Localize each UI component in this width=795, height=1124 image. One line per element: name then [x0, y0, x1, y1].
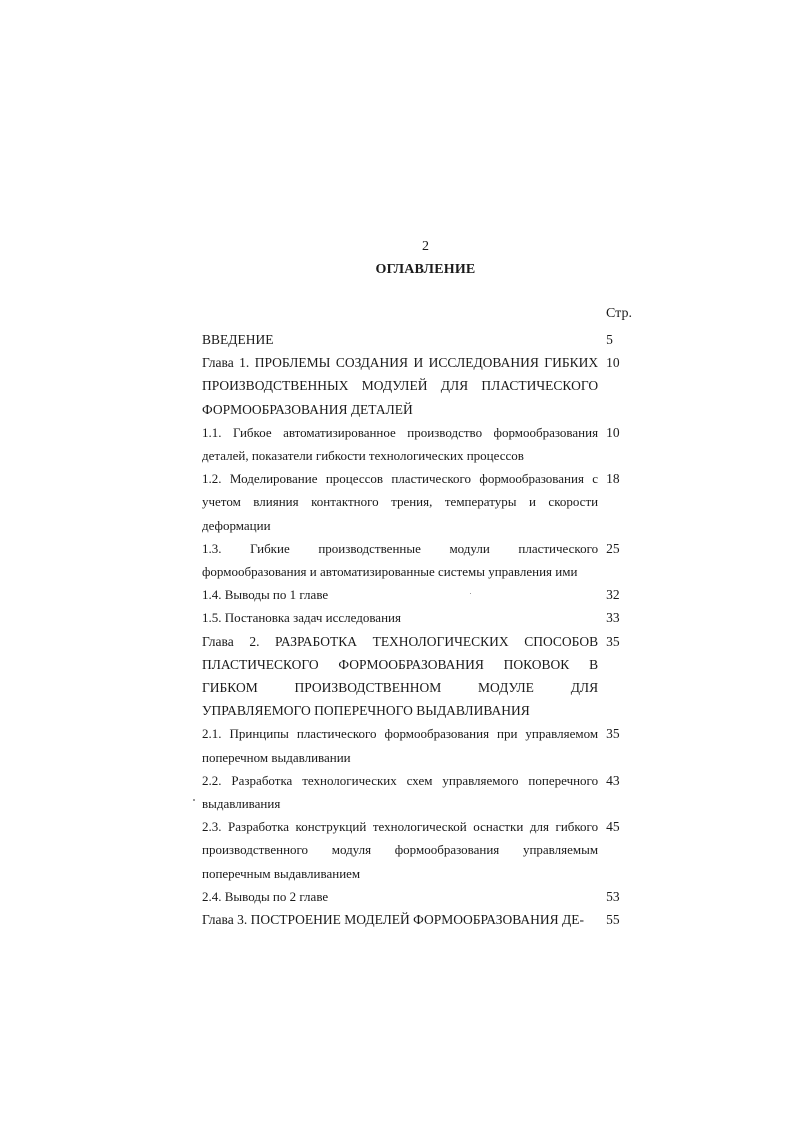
toc-entry-section-2-1: [202, 722, 642, 768]
toc-entry-text: Глава 2. РАЗРАБОТКА ТЕХНОЛОГИЧЕСКИХ СПОСОБОВ ПЛАСТИЧЕСКОГО ФОРМООБРАЗОВАНИЯ ПОКОВОК В ГИБКОМ ПРОИЗВОДСТВЕННОМ МОДУЛЕ ДЛЯ УПРАВЛЯЕМОГО ПОПЕРЕЧНОГО ВЫДАВЛИВАНИЯ: [202, 633, 599, 719]
scan-speck: [193, 799, 195, 801]
toc-entry-page: 33: [606, 610, 620, 626]
toc-entry-chapter-2: [202, 630, 642, 723]
toc-entry-page: 10: [606, 355, 620, 371]
toc-entry-introduction: [202, 328, 642, 351]
toc-entry-text: 2.2. Разработка технологических схем управляемого поперечного выдавливания: [202, 772, 599, 812]
toc-entry-text: ВВЕДЕНИЕ: [202, 332, 274, 347]
toc-entry-page: 32: [606, 587, 620, 603]
toc-entry-text: 2.4. Выводы по 2 главе: [202, 888, 329, 904]
toc-entry-page: 25: [606, 540, 620, 556]
toc-entry-section-1-3: [202, 537, 642, 583]
toc-entry-text: Глава 3. ПОСТРОЕНИЕ МОДЕЛЕЙ ФОРМООБРАЗОВАНИЯ ДЕ-: [202, 912, 584, 928]
toc-entry-page: 55: [606, 912, 620, 928]
toc-entry-section-1-5: [202, 606, 642, 629]
toc-entry-text: 1.2. Моделирование процессов пластического формообразования с учетом влияния контактного трения, температуры и скорости деформации: [202, 471, 599, 533]
scan-speck: [470, 593, 471, 594]
toc-entry-page: 35: [606, 726, 620, 742]
toc-entry-section-2-2: [202, 769, 642, 815]
toc-entry-text: 1.5. Постановка задач исследования: [202, 610, 401, 626]
toc-entry-chapter-1: [202, 351, 642, 421]
toc-entry-page: 18: [606, 471, 620, 487]
toc-entry-text: Глава 1. ПРОБЛЕМЫ СОЗДАНИЯ И ИССЛЕДОВАНИЯ ГИБКИХ ПРОИЗВОДСТВЕННЫХ МОДУЛЕЙ ДЛЯ ПЛАСТИЧЕСКОГО ФОРМООБРАЗОВАНИЯ ДЕТАЛЕЙ: [202, 355, 599, 417]
toc-entry-text: 2.1. Принципы пластического формообразования при управляемом поперечном выдавливании: [202, 726, 599, 765]
toc-entry-text: 1.3. Гибкие производственные модули пластического формообразования и автоматизированные системы управления ими: [202, 540, 599, 580]
toc-entry-text: 1.4. Выводы по 1 главе: [202, 587, 329, 603]
toc-entry-section-1-1: [202, 421, 642, 467]
toc-entry-page: 43: [606, 772, 620, 788]
toc-entry-page: 5: [606, 332, 613, 347]
toc-title: ОГЛАВЛЕНИЕ: [375, 262, 476, 277]
toc-entry-text: 1.1. Гибкое автоматизированное производство формообразования деталей, показатели гибкости технологических процессов: [202, 424, 599, 464]
toc-entry-section-1-2: [202, 467, 642, 537]
toc-entry-page: 10: [606, 424, 620, 440]
toc-entry-page: 53: [606, 888, 620, 904]
toc-entry-section-1-4: [202, 583, 642, 606]
toc-entry-text: 2.3. Разработка конструкций технологической оснастки для гибкого производственного модуля формообразования управляемым поперечным выдавливанием: [202, 819, 599, 881]
toc-entry-page: 45: [606, 819, 620, 835]
page-number: 2: [422, 239, 429, 254]
page-column-header: Стр.: [606, 306, 632, 321]
toc-entry-section-2-4: [202, 885, 642, 908]
toc-entry-page: 35: [606, 633, 620, 649]
toc-entry-section-2-3: [202, 815, 642, 885]
toc-entry-chapter-3: [202, 908, 642, 931]
table-of-contents: [202, 328, 642, 931]
